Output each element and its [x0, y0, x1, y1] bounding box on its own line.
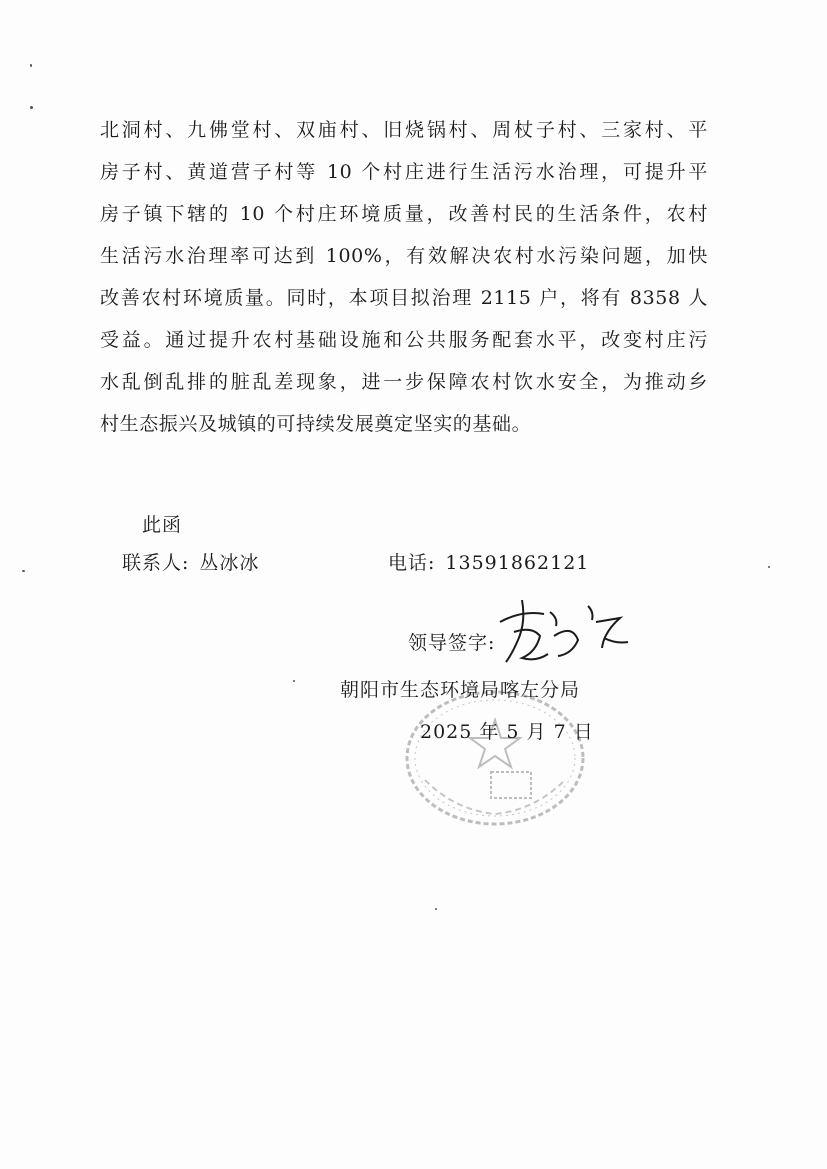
contact-phone — [388, 548, 589, 575]
official-seal-stamp — [395, 680, 595, 830]
contact-phone-number: 13591862121 — [445, 552, 590, 574]
issue-date: 2025 年 5 月 7 日 — [420, 721, 594, 743]
contact-person-label: 联系人: — [122, 552, 190, 574]
contact-person-name: 丛冰冰 — [199, 552, 260, 574]
handwritten-signature — [492, 592, 632, 672]
body-line-1: 北洞村、九佛堂村、双庙村、旧烧锅村、周杖子村、三家村、平 — [100, 119, 708, 141]
body-line-8: 村生态振兴及城镇的可持续发展奠定坚实的基础。 — [100, 413, 532, 435]
body-line-5: 改善农村环境质量。同时，本项目拟治理 2115 户，将有 8358 人 — [100, 287, 708, 309]
contact-person — [122, 548, 259, 575]
body-line-4: 生活污水治理率可达到 100%，有效解决农村水污染问题，加快 — [100, 245, 708, 267]
scan-speck — [435, 908, 437, 910]
issuing-organization: 朝阳市生态环境局喀左分局 — [340, 679, 581, 701]
body-line-7: 水乱倒乱排的脏乱差现象，进一步保障农村饮水安全，为推动乡 — [100, 371, 708, 393]
body-line-2: 房子村、黄道营子村等 10 个村庄进行生活污水治理，可提升平 — [100, 161, 708, 183]
scan-speck — [30, 106, 33, 109]
scan-speck — [30, 64, 32, 67]
scan-speck — [768, 566, 770, 568]
contact-phone-label: 电话: — [388, 552, 436, 574]
body-line-6: 受益。通过提升农村基础设施和公共服务配套水平，改变村庄污 — [100, 329, 708, 351]
closing-text: 此函 — [142, 514, 183, 536]
scan-speck — [22, 570, 25, 572]
scan-speck — [293, 680, 295, 682]
leader-sign-label: 领导签字: — [408, 632, 496, 654]
body-line-3: 房子镇下辖的 10 个村庄环境质量，改善村民的生活条件，农村 — [100, 203, 708, 225]
